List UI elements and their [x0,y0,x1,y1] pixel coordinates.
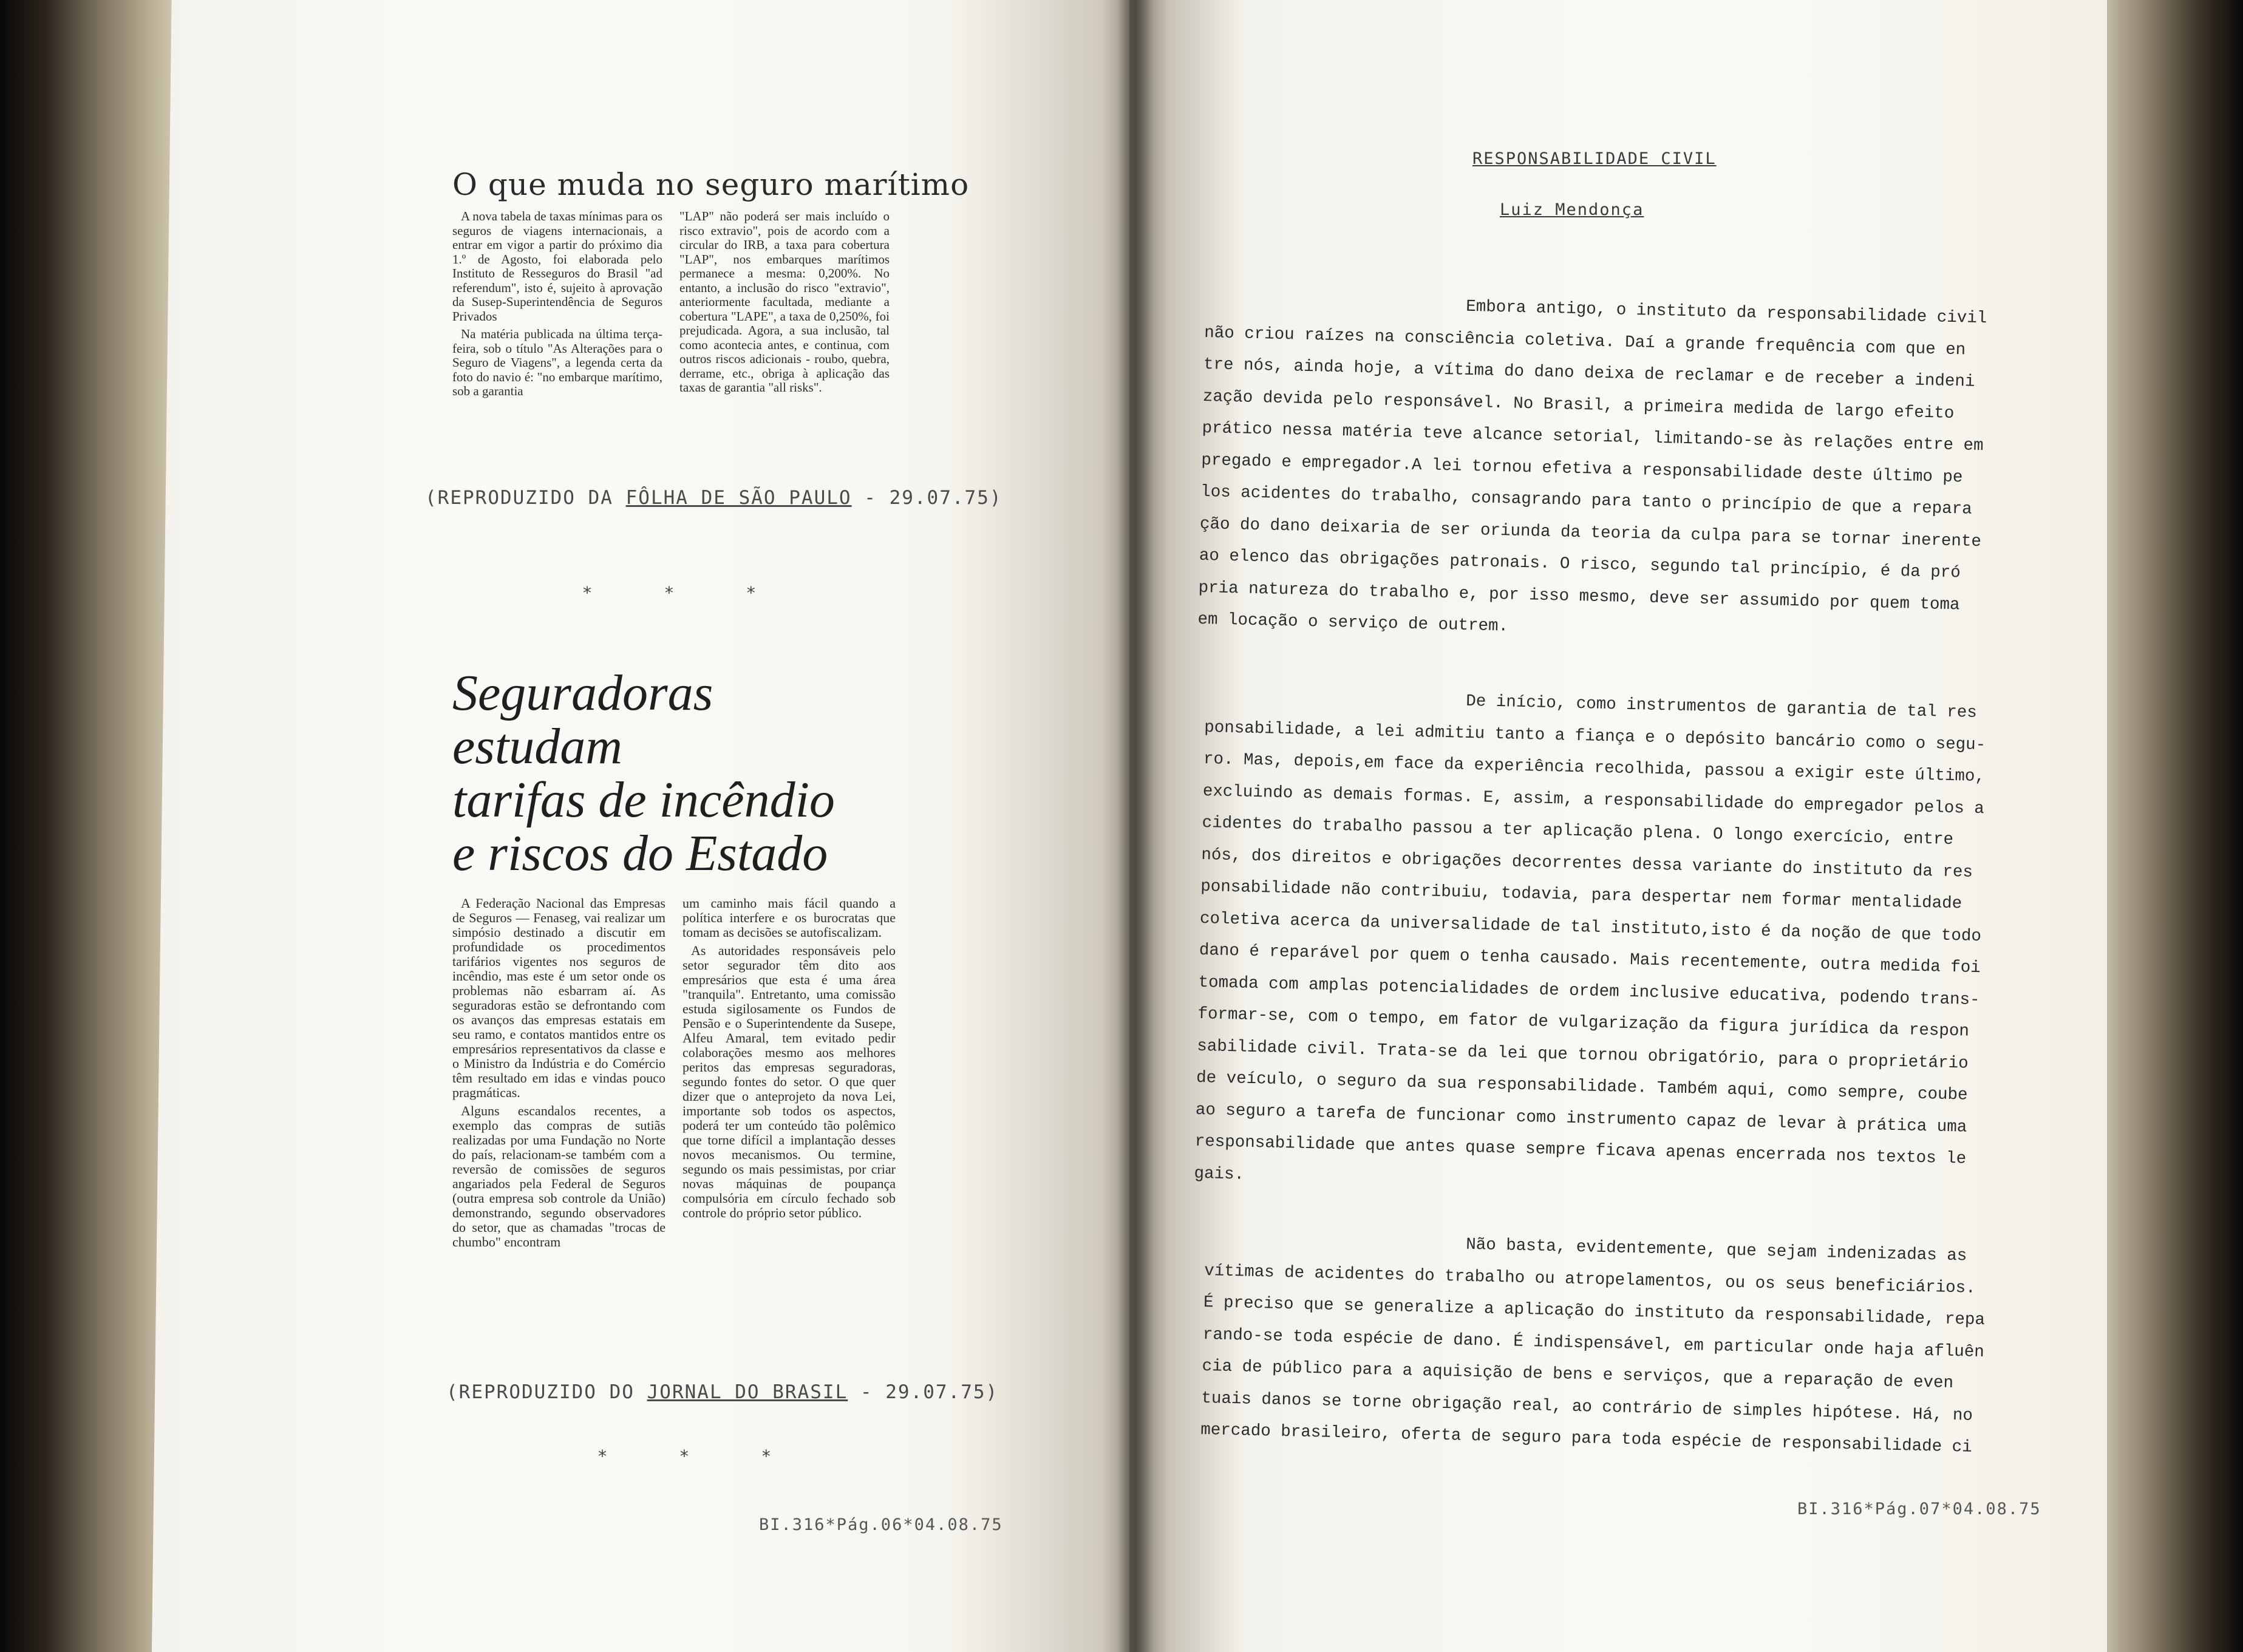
clipping-headline: O que muda no seguro marítimo [452,167,970,202]
text-line: ao seguro a tarefa de funcionar como instrumento capaz de levar à prática uma [1195,1100,1967,1137]
clipping-column-2 [682,896,896,1253]
text-line: cidentes do trabalho passou a ter aplicação plena. O longo exercício, entre [1202,813,1954,850]
text-line: excluindo as demais formas. E, assim, a responsabilidade do empregador pelos a [1202,781,1985,818]
text-line: sabilidade civil. Trata-se da lei que tornou obrigatório, para o proprietário [1196,1036,1969,1073]
text-line: formar-se, com o tempo, em fator de vulgarização da figura jurídica da respon [1197,1004,1970,1041]
clipping-credit-1 [425,487,1002,509]
clipping-column-1 [452,896,665,1253]
text-line: ao elenco das obrigações patronais. O risco, segundo tal princípio, é da pró [1199,546,1961,583]
article-title: RESPONSABILIDADE CIVIL [1472,149,1717,168]
clipping-paragraph: Na matéria publicada na última terça-feira, sob o título "As Alterações para o Seguro de Viagens", a legenda certa da foto do navio é: "no embarque marítimo, sob a garantia [452,327,662,398]
text-line: zação devida pelo responsável. No Brasil, a primeira medida de largo efeito [1202,387,1955,423]
clipping-credit-2 [446,1381,998,1403]
text-line: Não basta, evidentemente, que sejam indenizadas as [1465,1235,1967,1266]
clipping-paragraph: A Federação Nacional das Empresas de Seguros — Fenaseg, vai realizar um simpósio destinado a discutir em profundidade os procedimentos tarifários vigentes nos seguros de incêndio, mas este é um setor onde os problemas não esbarram aí. As seguradoras estão se defrontando com os avanços das empresas estatais em seu ramo, e contatos mantidos entre os empresários representativos da classe e o Ministro da Indústria e do Comércio têm resultado em idas e vindas pouco pragmáticas. [452,896,665,1100]
right-page-edges [2097,0,2243,1652]
clipping-columns [452,209,890,403]
article-paragraph-2 [1194,680,2043,1209]
article-author: Luiz Mendonça [1500,200,1644,219]
text-line: ponsabilidade não contribuiu, todavia, para despertar nem formar mentalidade [1200,877,1962,914]
credit-source: FÔLHA DE SÃO PAULO [625,487,852,509]
text-line: dano é reparável por quem o tenha causado. Mais recentemente, outra medida foi [1199,940,1981,978]
text-line: De início, como instrumentos de garantia de tal res [1465,692,1978,722]
text-line: mercado brasileiro, oferta de seguro para toda espécie de responsabilidade ci [1200,1420,1973,1457]
text-line: gais. [1194,1164,1245,1185]
text-line: tre nós, ainda hoje, a vítima do dano deixa de reclamar e de receber a indeni [1203,355,1975,392]
text-line: ro. Mas, depois,em face da experiência recolhida, passou a exigir este último, [1203,749,1986,787]
text-line: de veículo, o seguro da sua responsabilidade. Também aqui, como sempre, coube [1196,1068,1968,1105]
text-line: ponsabilidade, a lei admitiu tanto a fiança e o depósito bancário como o segu- [1203,718,1986,755]
newspaper-clipping-insurers [452,667,896,1253]
clipping-paragraph: "LAP" não poderá ser mais incluído o risco extravio", pois de acordo com a circular do IRB, a taxa para cobertura "LAP", nos embarques marítimos permanece a mesma: 0,200%. No entanto, a inclusão do risco "extravio", anteriormente facultada, mediante a cobertura "LAPE", a taxa de 0,250%, foi prejudicada. Agora, a sua inclusão, tal como acontecia antes, e continua, com outros riscos adicionais - roubo, quebra, derrame, etc., obriga à aplicação das taxas de garantia "all risks". [679,209,890,395]
text-line: pria natureza do trabalho e, por isso mesmo, deve ser assumido por quem toma [1198,578,1960,614]
text-line: los acidentes do trabalho, consagrando para tanto o princípio de que a repara [1200,482,1973,519]
clipping-paragraph: Alguns escandalos recentes, a exemplo das compras de sutiãs realizadas por uma Fundação no Norte do país, relacionam-se também com a reversão de comissões de seguros angariados pela Federal de Seguros (outra empresa sob controle da União) demonstrando, segundo observadores do setor, que as chamadas "trocas de chumbo" encontram [452,1103,665,1249]
headline-line: e riscos do Estado [452,825,828,882]
credit-source: JORNAL DO BRASIL [647,1381,848,1403]
text-line: tomada com amplas potencialidades de ordem inclusive educativa, podendo trans- [1198,973,1980,1010]
text-line: prático nessa matéria teve alcance setorial, limitando-se às relações entre em [1202,418,1984,456]
article-paragraph-3 [1200,1223,2043,1466]
clipping-column-1 [452,209,662,403]
clipping-paragraph: As autoridades responsáveis pelo setor segurador têm dito aos empresários que esta é uma área "tranquila". Entretanto, uma comissão estuda sigilosamente os Fundos de Pensão e o Superintendente da Susepe, Alfeu Amaral, tem evitado pedir colaborações mesmo aos melhores peritos das empresas seguradoras, segundo fontes do setor. O que quer dizer que o anteprojeto da nova Lei, importante sob todos os aspectos, poderá ter um conteúdo tão polêmico que torne difícil a implantação desses novos mecanismos. Ou termine, segundo os mais pessimistas, por criar novas máquinas de poupança compulsória em círculo fechado sob controle do próprio setor público. [682,943,896,1220]
page-folio-left: BI.316*Pág.06*04.08.75 [759,1515,1003,1534]
text-line: cia de público para a aquisição de bens e serviços, que a reparação de even [1202,1356,1954,1393]
text-line: ção do dano deixaria de ser oriunda da teoria da culpa para se tornar inerente [1199,514,1982,551]
credit-suffix: - 29.07.75) [848,1381,999,1403]
text-line: vítimas de acidentes do trabalho ou atropelamentos, ou os seus beneficiários. [1203,1261,1976,1298]
text-line: É preciso que se generalize a aplicação do instituto da responsabilidade, repa [1203,1293,1986,1330]
clipping-headline-italic [452,667,896,880]
headline-line: Seguradoras estudam [452,665,713,775]
clipping-paragraph: A nova tabela de taxas mínimas para os seguros de viagens internacionais, a entrar em vigor a partir do próximo dia 1.º de Agosto, foi elaborada pelo Instituto de Resseguros do Brasil "ad referendum", isto é, sujeito à aprovação da Susep-Superintendência de Seguros Privados [452,209,662,324]
text-line: nós, dos direitos e obrigações decorrentes dessa variante do instituto da res [1201,845,1973,882]
text-line: rando-se toda espécie de dano. É indispensável, em particular onde haja afluên [1202,1325,1985,1362]
text-line: Embora antigo, o instituto da responsabilidade civil [1465,297,1987,328]
article-paragraph-1 [1197,285,2043,655]
book-gutter-shadow [1117,0,1154,1652]
headline-line: tarifas de incêndio [452,772,835,828]
credit-suffix: - 29.07.75) [851,487,1002,509]
text-line: em locação o serviço de outrem. [1197,610,1509,636]
credit-prefix: (REPRODUZIDO DA [425,487,626,509]
section-separator: * * * [598,1446,805,1466]
clipping-column-2 [679,209,890,403]
text-line: não criou raízes na consciência coletiva. Daí a grande frequência com que en [1203,323,1966,359]
section-separator: * * * [583,583,789,603]
text-line: pregado e empregador.A lei tornou efetiva a responsabilidade deste último pe [1201,450,1963,487]
newspaper-clipping-maritime [452,167,970,403]
credit-prefix: (REPRODUZIDO DO [446,1381,647,1403]
text-line: responsabilidade que antes quase sempre ficava apenas encerrada nos textos le [1194,1132,1967,1169]
page-folio-right: BI.316*Pág.07*04.08.75 [1797,1500,2041,1518]
clipping-paragraph: um caminho mais fácil quando a política interfere e os burocratas que tomam as decisões se autofiscalizam. [682,896,896,940]
text-line: coletiva acerca da universalidade de tal instituto,isto é da noção de que todo [1199,909,1982,946]
clipping-columns [452,896,896,1253]
text-line: tuais danos se torne obrigação real, ao contrário de simples hipótese. Há, no [1201,1389,1973,1426]
